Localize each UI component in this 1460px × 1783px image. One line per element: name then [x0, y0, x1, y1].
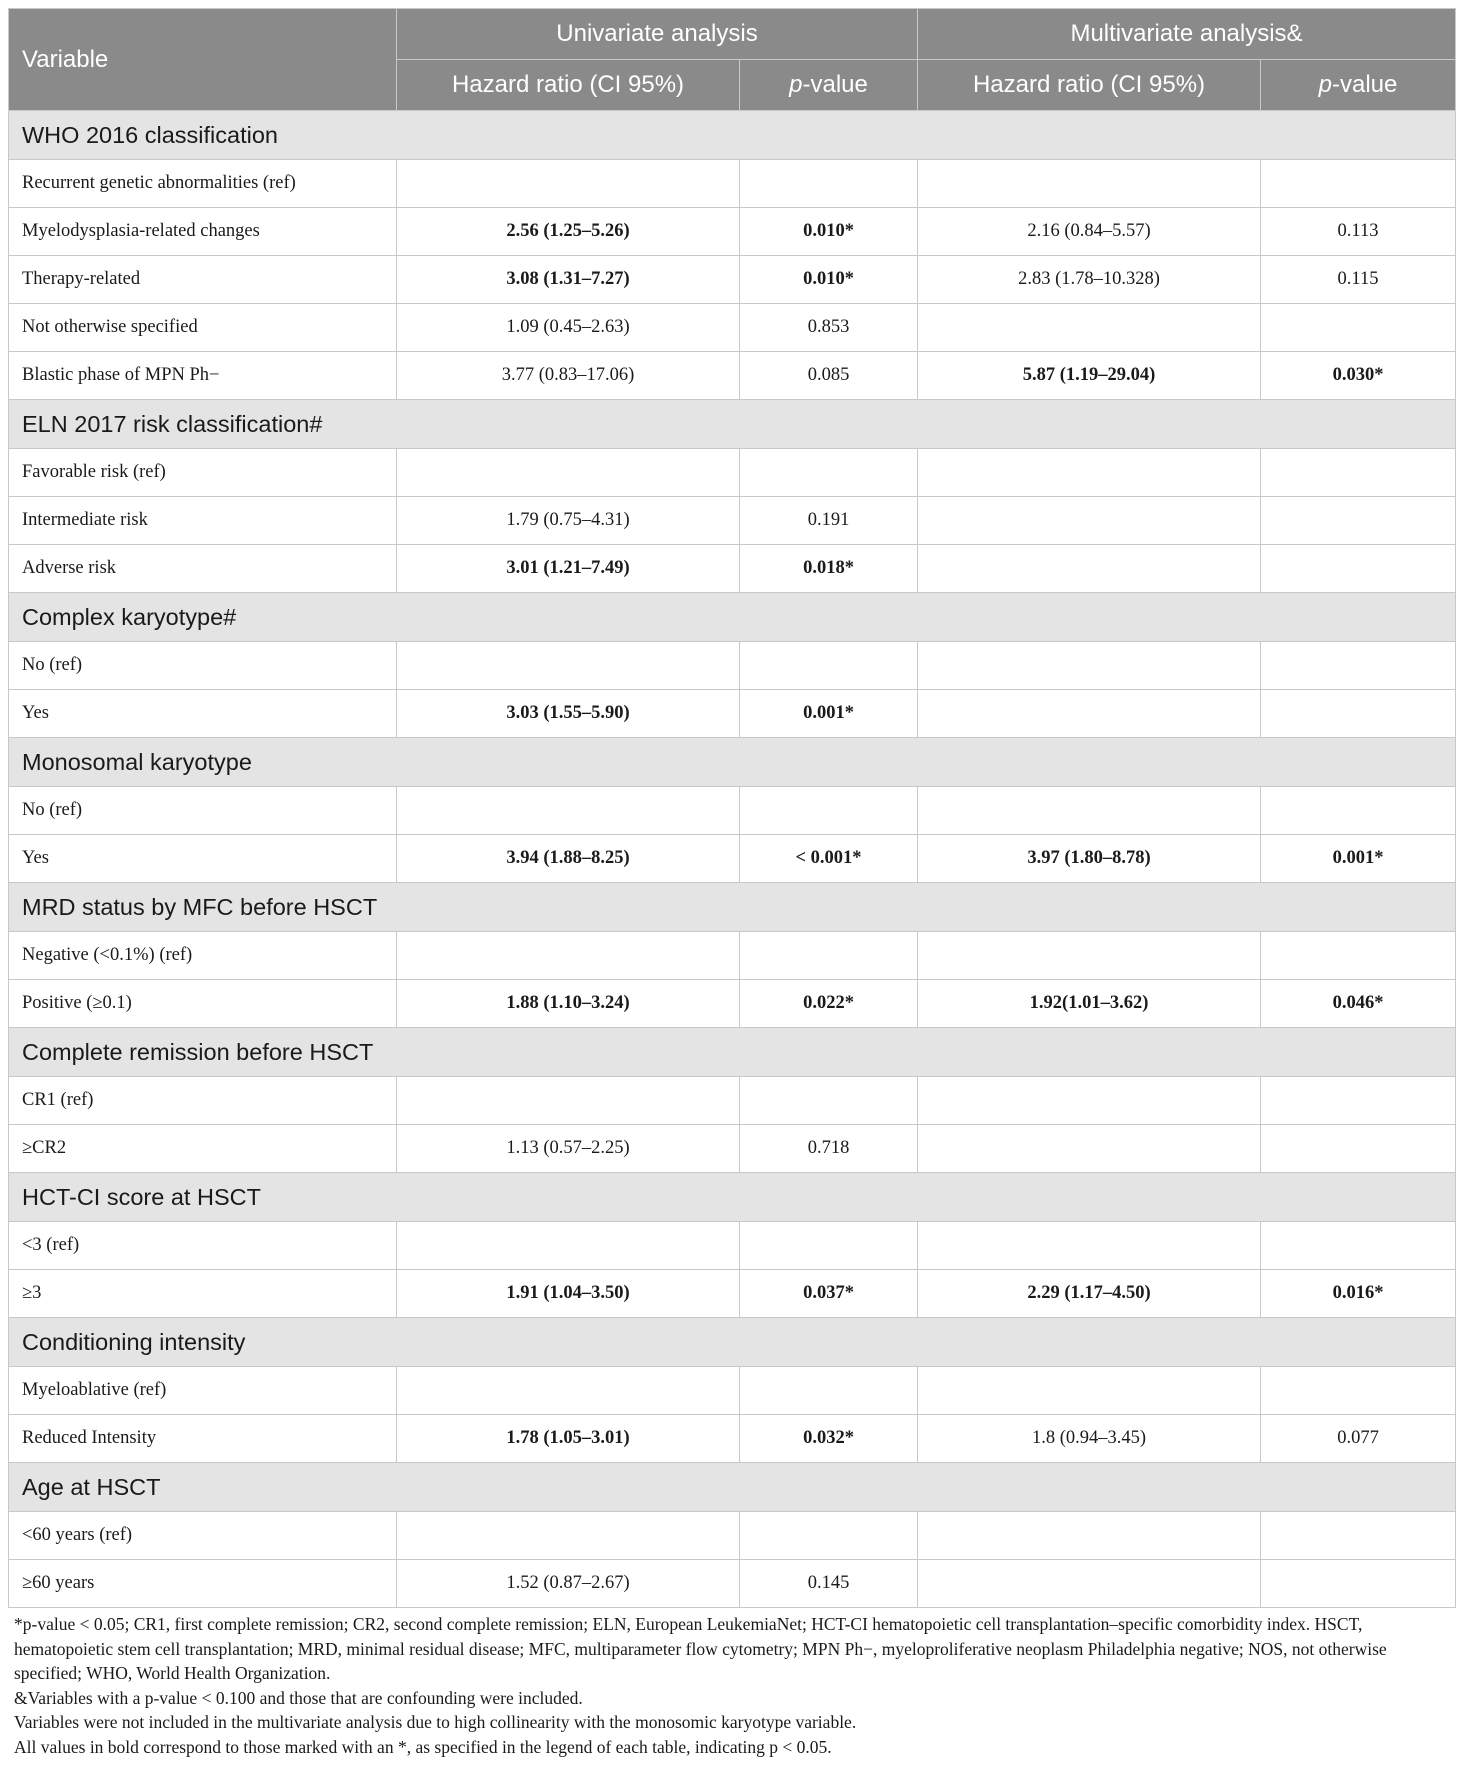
hr-multivariate-cell: 1.8 (0.94–3.45) — [918, 1415, 1261, 1463]
row-label: Reduced Intensity — [9, 1415, 397, 1463]
p-value-univariate-cell — [740, 449, 918, 497]
section-title: Conditioning intensity — [9, 1318, 1456, 1367]
p-value-multivariate-cell — [1261, 787, 1456, 835]
section-row — [9, 883, 1456, 932]
hr-multivariate-cell — [918, 160, 1261, 208]
table-row — [9, 980, 1456, 1028]
p-value-univariate-cell: 0.718 — [740, 1125, 918, 1173]
p-value-multivariate-cell — [1261, 545, 1456, 593]
p-value-univariate-cell — [740, 1367, 918, 1415]
p-value-multivariate-cell — [1261, 1077, 1456, 1125]
p-value-univariate-cell — [740, 1222, 918, 1270]
p-value-univariate-header — [740, 60, 918, 111]
p-value-multivariate-cell — [1261, 304, 1456, 352]
hr-univariate-cell — [397, 642, 740, 690]
table-row — [9, 1560, 1456, 1608]
section-row — [9, 1318, 1456, 1367]
hr-univariate-cell — [397, 449, 740, 497]
hr-multivariate-cell: 2.29 (1.17–4.50) — [918, 1270, 1261, 1318]
p-value-univariate-cell: 0.032* — [740, 1415, 918, 1463]
table-row — [9, 352, 1456, 400]
p-value-univariate-cell — [740, 932, 918, 980]
row-label: Blastic phase of MPN Ph− — [9, 352, 397, 400]
p-value-multivariate-cell: 0.115 — [1261, 256, 1456, 304]
p-value-multivariate-cell: 0.046* — [1261, 980, 1456, 1028]
hr-multivariate-cell — [918, 1512, 1261, 1560]
hr-univariate-cell: 1.88 (1.10–3.24) — [397, 980, 740, 1028]
p-value-univariate-cell — [740, 1077, 918, 1125]
p-value-multivariate-header — [1261, 60, 1456, 111]
section-row — [9, 1028, 1456, 1077]
row-label: Therapy-related — [9, 256, 397, 304]
hr-univariate-cell — [397, 1512, 740, 1560]
hr-multivariate-cell — [918, 1560, 1261, 1608]
hr-univariate-cell: 1.78 (1.05–3.01) — [397, 1415, 740, 1463]
p-letter: p — [789, 71, 803, 98]
p-value-univariate-cell — [740, 160, 918, 208]
row-label: Adverse risk — [9, 545, 397, 593]
hr-multivariate-cell — [918, 497, 1261, 545]
row-label: ≥3 — [9, 1270, 397, 1318]
row-label: Not otherwise specified — [9, 304, 397, 352]
p-value-univariate-cell: 0.018* — [740, 545, 918, 593]
p-value-multivariate-cell: 0.001* — [1261, 835, 1456, 883]
p-value-suffix: -value — [802, 71, 868, 98]
hr-multivariate-cell — [918, 787, 1261, 835]
row-label: No (ref) — [9, 642, 397, 690]
row-label: Favorable risk (ref) — [9, 449, 397, 497]
p-value-multivariate-cell — [1261, 1560, 1456, 1608]
section-row — [9, 1463, 1456, 1512]
hr-multivariate-cell: 1.92(1.01–3.62) — [918, 980, 1261, 1028]
hr-univariate-cell: 2.56 (1.25–5.26) — [397, 208, 740, 256]
section-title: Complex karyotype# — [9, 593, 1456, 642]
footnote: Variables were not included in the multivariate analysis due to high collinearity with the monosomic karyotype variable. — [14, 1712, 857, 1732]
row-label: Myeloablative (ref) — [9, 1367, 397, 1415]
hr-multivariate-cell — [918, 1077, 1261, 1125]
hr-univariate-cell — [397, 1077, 740, 1125]
table-row — [9, 835, 1456, 883]
p-value-multivariate-cell: 0.077 — [1261, 1415, 1456, 1463]
multivariate-header: Multivariate analysis& — [918, 9, 1456, 60]
hr-univariate-cell — [397, 1222, 740, 1270]
p-value-univariate-cell: 0.022* — [740, 980, 918, 1028]
p-value-univariate-cell: 0.191 — [740, 497, 918, 545]
hr-univariate-cell: 3.03 (1.55–5.90) — [397, 690, 740, 738]
hr-multivariate-cell: 2.16 (0.84–5.57) — [918, 208, 1261, 256]
hr-multivariate-cell — [918, 932, 1261, 980]
row-label: Intermediate risk — [9, 497, 397, 545]
table-row — [9, 1415, 1456, 1463]
section-title: MRD status by MFC before HSCT — [9, 883, 1456, 932]
hr-multivariate-cell — [918, 1367, 1261, 1415]
row-label: Negative (<0.1%) (ref) — [9, 932, 397, 980]
p-value-multivariate-cell — [1261, 160, 1456, 208]
p-value-suffix: -value — [1332, 71, 1398, 98]
univariate-header: Univariate analysis — [397, 9, 918, 60]
p-value-multivariate-cell — [1261, 932, 1456, 980]
row-label: Yes — [9, 690, 397, 738]
hr-multivariate-header: Hazard ratio (CI 95%) — [918, 60, 1261, 111]
p-value-multivariate-cell — [1261, 449, 1456, 497]
p-value-univariate-cell — [740, 642, 918, 690]
p-value-multivariate-cell — [1261, 1125, 1456, 1173]
hr-multivariate-cell — [918, 304, 1261, 352]
table-row — [9, 1367, 1456, 1415]
row-label: <3 (ref) — [9, 1222, 397, 1270]
footnote: All values in bold correspond to those marked with an *, as specified in the legend of each table, indicating p < 0.05. — [14, 1736, 832, 1757]
table-row — [9, 932, 1456, 980]
p-letter: p — [1318, 71, 1332, 98]
section-title: Complete remission before HSCT — [9, 1028, 1456, 1077]
hr-univariate-cell — [397, 160, 740, 208]
hr-univariate-header: Hazard ratio (CI 95%) — [397, 60, 740, 111]
p-value-multivariate-cell: 0.030* — [1261, 352, 1456, 400]
p-value-univariate-cell: 0.853 — [740, 304, 918, 352]
row-label: ≥60 years — [9, 1560, 397, 1608]
table-footnotes — [8, 1608, 1455, 1759]
table-row — [9, 1270, 1456, 1318]
hr-multivariate-cell: 2.83 (1.78–10.328) — [918, 256, 1261, 304]
table-body — [9, 111, 1456, 1608]
p-value-multivariate-cell — [1261, 497, 1456, 545]
section-title: Monosomal karyotype — [9, 738, 1456, 787]
p-value-multivariate-cell — [1261, 1222, 1456, 1270]
section-row — [9, 593, 1456, 642]
section-title: HCT-CI score at HSCT — [9, 1173, 1456, 1222]
p-value-multivariate-cell — [1261, 690, 1456, 738]
row-label: CR1 (ref) — [9, 1077, 397, 1125]
hr-multivariate-cell — [918, 449, 1261, 497]
hr-univariate-cell — [397, 1367, 740, 1415]
table-row — [9, 690, 1456, 738]
section-row — [9, 400, 1456, 449]
p-value-univariate-cell: 0.010* — [740, 208, 918, 256]
table-row — [9, 160, 1456, 208]
p-value-multivariate-cell — [1261, 642, 1456, 690]
row-label: ≥CR2 — [9, 1125, 397, 1173]
hazard-ratio-table — [8, 8, 1456, 1608]
table-row — [9, 787, 1456, 835]
p-value-multivariate-cell: 0.016* — [1261, 1270, 1456, 1318]
hr-univariate-cell: 3.01 (1.21–7.49) — [397, 545, 740, 593]
table-row — [9, 1512, 1456, 1560]
p-value-multivariate-cell: 0.113 — [1261, 208, 1456, 256]
footnote: *p-value < 0.05; CR1, first complete remission; CR2, second complete remission; ELN, European LeukemiaNet; HCT-CI hematopoietic cell transplantation–specific comorbidity index. HSCT, hematopoietic stem cell transplantation; MRD, minimal residual disease; MFC, multiparameter flow cytometry; MPN Ph−, myeloproliferative neoplasm Philadelphia negative; NOS, not otherwise specified; WHO, World Health Organization. — [14, 1614, 1387, 1683]
p-value-univariate-cell: 0.010* — [740, 256, 918, 304]
row-label: <60 years (ref) — [9, 1512, 397, 1560]
table-row — [9, 497, 1456, 545]
p-value-univariate-cell: 0.145 — [740, 1560, 918, 1608]
hr-univariate-cell: 1.79 (0.75–4.31) — [397, 497, 740, 545]
variable-header: Variable — [9, 9, 397, 111]
table-row — [9, 304, 1456, 352]
row-label: Myelodysplasia-related changes — [9, 208, 397, 256]
row-label: Positive (≥0.1) — [9, 980, 397, 1028]
p-value-univariate-cell — [740, 787, 918, 835]
hr-univariate-cell: 1.13 (0.57–2.25) — [397, 1125, 740, 1173]
hr-multivariate-cell — [918, 642, 1261, 690]
hr-univariate-cell — [397, 787, 740, 835]
p-value-univariate-cell — [740, 1512, 918, 1560]
p-value-multivariate-cell — [1261, 1367, 1456, 1415]
table-row — [9, 1077, 1456, 1125]
p-value-univariate-cell: 0.085 — [740, 352, 918, 400]
p-value-univariate-cell: 0.037* — [740, 1270, 918, 1318]
hr-univariate-cell — [397, 932, 740, 980]
hr-univariate-cell: 1.52 (0.87–2.67) — [397, 1560, 740, 1608]
row-label: Recurrent genetic abnormalities (ref) — [9, 160, 397, 208]
results-table-container — [8, 8, 1455, 1759]
table-row — [9, 449, 1456, 497]
table-row — [9, 208, 1456, 256]
section-row — [9, 111, 1456, 160]
hr-multivariate-cell: 5.87 (1.19–29.04) — [918, 352, 1261, 400]
hr-univariate-cell: 3.08 (1.31–7.27) — [397, 256, 740, 304]
hr-multivariate-cell — [918, 545, 1261, 593]
table-row — [9, 545, 1456, 593]
footnote: &Variables with a p-value < 0.100 and those that are confounding were included. — [14, 1687, 583, 1708]
hr-multivariate-cell — [918, 1125, 1261, 1173]
table-row — [9, 1125, 1456, 1173]
section-title: WHO 2016 classification — [9, 111, 1456, 160]
table-row — [9, 1222, 1456, 1270]
table-row — [9, 256, 1456, 304]
row-label: Yes — [9, 835, 397, 883]
hr-univariate-cell: 3.77 (0.83–17.06) — [397, 352, 740, 400]
hr-multivariate-cell: 3.97 (1.80–8.78) — [918, 835, 1261, 883]
hr-univariate-cell: 3.94 (1.88–8.25) — [397, 835, 740, 883]
hr-univariate-cell: 1.09 (0.45–2.63) — [397, 304, 740, 352]
section-title: Age at HSCT — [9, 1463, 1456, 1512]
section-row — [9, 738, 1456, 787]
section-title: ELN 2017 risk classification# — [9, 400, 1456, 449]
p-value-univariate-cell: 0.001* — [740, 690, 918, 738]
hr-univariate-cell: 1.91 (1.04–3.50) — [397, 1270, 740, 1318]
p-value-multivariate-cell — [1261, 1512, 1456, 1560]
row-label: No (ref) — [9, 787, 397, 835]
section-row — [9, 1173, 1456, 1222]
table-row — [9, 642, 1456, 690]
hr-multivariate-cell — [918, 1222, 1261, 1270]
p-value-univariate-cell: < 0.001* — [740, 835, 918, 883]
hr-multivariate-cell — [918, 690, 1261, 738]
